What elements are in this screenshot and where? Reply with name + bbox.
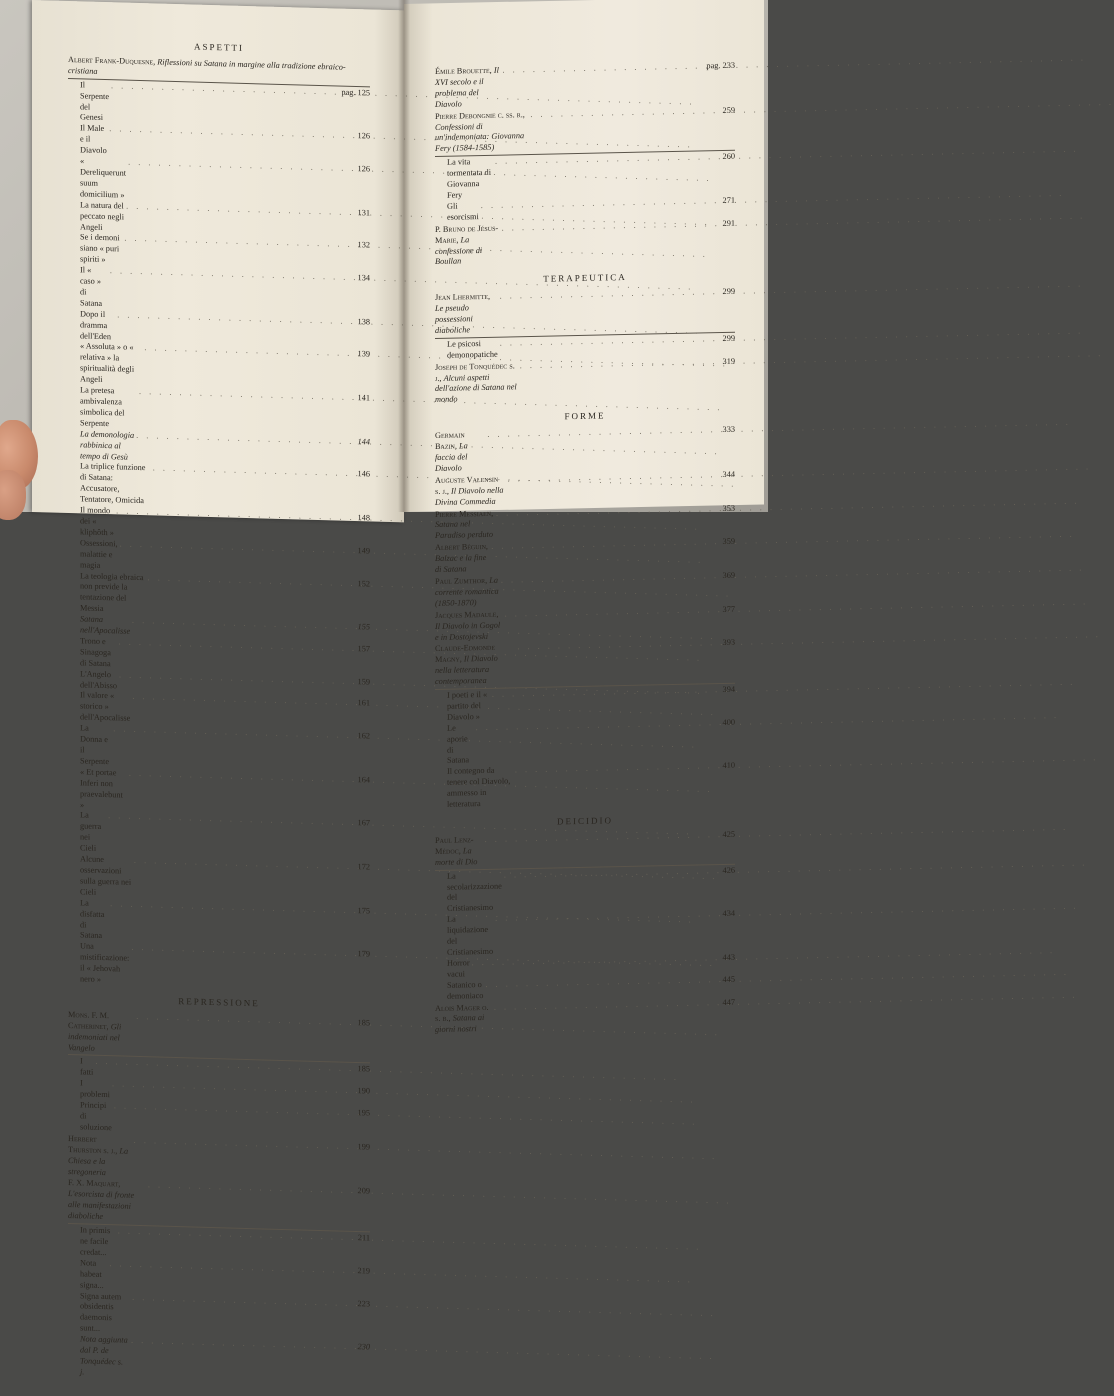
toc-entry-text	[435, 474, 506, 508]
page-number: 209	[357, 1186, 370, 1196]
subentry-text: Nota habeat signa...	[80, 1258, 104, 1290]
page-number: 134	[357, 273, 370, 283]
subentry-text: Signa autem obsidentis daemonis sunt...	[80, 1290, 122, 1334]
page-number: 195	[357, 1108, 370, 1118]
entry-author: Alois Mager o. s. b.,	[435, 1002, 489, 1024]
toc-entry-heading	[68, 1133, 370, 1189]
entry-author: Joseph de Tonquédec s. j.,	[435, 360, 515, 383]
subentry-text: La triplice funzione di Satana: Accusatore, Tentatore, Omicida	[80, 461, 146, 506]
entry-author: Paul Lenz-Médoc,	[435, 835, 474, 856]
toc-entry-heading	[435, 61, 735, 111]
page-number: 175	[357, 905, 370, 916]
toc-subentry	[435, 761, 735, 811]
toc-subentry	[435, 865, 735, 915]
toc-entry-text	[435, 508, 494, 542]
subentry-text: Nota aggiunta dal P. de Tonquédec s. j.	[80, 1334, 128, 1377]
subentry-text: Il Male e il Diavolo	[80, 123, 107, 156]
subentry-text: Satanico o demoniaco	[447, 979, 484, 1001]
entry-author: Herbert Thurston s. j.,	[68, 1133, 118, 1156]
page-number: 443	[722, 952, 735, 962]
page-number: 131	[357, 207, 370, 218]
page-number: 172	[357, 862, 370, 872]
page-number: pag. 233	[706, 60, 735, 71]
subentry-text: I problemi	[80, 1078, 110, 1100]
toc-entry-heading	[435, 571, 735, 610]
subentry-text: Le aporie di Satana	[447, 723, 470, 766]
toc-entry-text	[435, 110, 528, 156]
toc-entry-heading	[435, 830, 735, 869]
page-number: 164	[357, 774, 370, 785]
entry-title: La corrente romantica (1850-1870)	[435, 575, 499, 608]
page-number: 152	[357, 578, 370, 588]
page-number: 344	[722, 469, 735, 479]
toc-entry-text	[435, 361, 518, 406]
subentry-text: La teologia ebraica non previde la tentazione del Messia	[80, 570, 144, 614]
entry-title: Alcuni aspetti dell'azione di Satana nel mondo	[435, 372, 517, 405]
page-number: 393	[722, 638, 735, 648]
page-number: 291	[722, 218, 735, 228]
page-number: 132	[357, 240, 370, 250]
leader-dots	[134, 1012, 354, 1029]
leader-dots	[500, 61, 706, 76]
subentry-text: La disfatta di Satana	[80, 898, 105, 941]
left-page-contents	[68, 38, 370, 1386]
toc-entry-heading	[435, 638, 735, 688]
book-gutter	[398, 0, 410, 512]
subentry-text: Le psicosi demonopatiche	[447, 338, 498, 360]
toc-entry-text	[68, 1134, 132, 1179]
page-number: 148	[357, 513, 370, 523]
page-number: 139	[357, 349, 370, 359]
page-number: 259	[722, 105, 735, 115]
section-heading: REPRESSIONE	[178, 996, 260, 1009]
subentry-text: I poeti e il « partito del Diavolo »	[447, 689, 488, 722]
page-number: 162	[357, 731, 370, 741]
page-number: 149	[357, 545, 370, 556]
page-number: 126	[357, 131, 370, 141]
toc-entry-heading	[435, 503, 735, 542]
subentry-text: « Et portae Inferi non praevalebunt »	[80, 767, 123, 809]
toc-entry-text	[435, 292, 498, 337]
toc-entry-text	[68, 1178, 146, 1224]
page-number: 144	[357, 436, 370, 447]
entry-author: Albert Frank-Duquesne,	[68, 54, 156, 67]
toc-entry-text	[435, 542, 489, 576]
entry-title: La faccia del Diavolo	[435, 441, 468, 473]
subentry-text: Gli esorcismi	[447, 201, 479, 222]
page-number: 299	[722, 286, 735, 297]
toc-subentry	[435, 909, 735, 959]
subentry-text: L'Angelo dell'Abisso	[80, 668, 117, 690]
entry-author: Albert Béguin,	[435, 542, 488, 553]
subentry-text: La secolarizzazione del Cristianesimo	[447, 871, 502, 914]
subentry-text: La guerra nei Cieli	[80, 810, 102, 853]
entry-title: La confessione di Boullan	[435, 234, 483, 267]
toc-entry-heading	[435, 287, 735, 337]
entry-title: La morte di Dio	[435, 846, 478, 867]
subentry-text: In primis ne facile credat...	[80, 1225, 111, 1257]
entry-author: Jacques Madaule,	[435, 609, 499, 620]
subentry-text: La natura del peccato negli Angeli	[80, 200, 124, 232]
right-page-contents	[435, 60, 735, 1037]
page-number: 359	[722, 536, 735, 547]
page-number: 394	[722, 684, 735, 695]
entry-author: Pierre Messiaen,	[435, 508, 494, 519]
page-number: 260	[722, 151, 735, 162]
page-number: 155	[357, 622, 370, 632]
toc-entry-heading	[435, 997, 735, 1036]
toc-subentry	[68, 1334, 370, 1386]
toc-entry-text	[435, 223, 500, 268]
page-number: 161	[357, 698, 370, 708]
toc-entry-heading	[435, 604, 735, 643]
subentry-text: Il valore « storico » dell'Apocalisse	[80, 690, 131, 724]
section-heading: ASPETTI	[194, 41, 244, 53]
toc-entry-text	[435, 1002, 492, 1036]
page-number: 190	[357, 1086, 370, 1096]
entry-author: Jean Lhermitte,	[435, 292, 491, 303]
page-number: 138	[357, 316, 370, 327]
page-number: 445	[722, 974, 735, 984]
hand-finger	[0, 470, 26, 520]
toc-entry-text	[435, 835, 483, 869]
toc-entry-heading	[435, 470, 735, 509]
page-number: 425	[722, 829, 735, 839]
page-number: 223	[357, 1298, 370, 1308]
page-number: pag. 125	[341, 87, 370, 98]
entry-title: Il XVI secolo e il problema del Diavolo	[435, 65, 499, 109]
toc-subentry	[435, 717, 735, 767]
toc-entry-text	[435, 576, 499, 610]
entry-author: Mons. F. M. Catherinet,	[68, 1009, 110, 1031]
section-heading: FORME	[564, 410, 606, 422]
subentry-text: Satana nell'Apocalisse	[80, 614, 131, 636]
page-number: 211	[357, 1233, 370, 1243]
toc-entry-text	[435, 609, 503, 643]
page-number: 410	[722, 761, 735, 771]
subentry-text: Principi di soluzione	[80, 1100, 112, 1133]
entry-title: Satana ai giorni nostri	[435, 1013, 485, 1035]
subentry-text: Il Serpente del Genesi	[80, 80, 110, 123]
entry-title: L'esorcista di fronte alle manifestazioni diaboliche	[68, 1189, 135, 1222]
toc-entry-text	[435, 66, 500, 111]
subentry-text: « Assoluta » o « relativa » la spiritualità degli Angeli	[80, 341, 135, 385]
page-number: 447	[722, 997, 735, 1007]
page-number: 369	[722, 570, 735, 580]
entry-title: Il Diavolo nella letteratura contemporanea	[435, 653, 498, 687]
subentry-text: Il mondo dei « kliphôth »	[80, 505, 114, 538]
entry-title: Balzac e la fine di Satana	[435, 553, 487, 575]
entry-author: Auguste Valensin s. j.,	[435, 474, 499, 496]
page-number: 377	[722, 604, 735, 614]
entry-title: La Chiesa e la stregoneria	[68, 1146, 129, 1177]
toc-entry-heading	[435, 356, 735, 406]
subentry-text: La Donna e il Serpente	[80, 723, 110, 767]
entry-author: Claude-Edmonde Magny,	[435, 643, 496, 665]
page-number: 219	[357, 1265, 370, 1276]
leader-dots	[483, 830, 719, 846]
subentry-text: Il contegno da tenere col Diavolo, ammesso in letteratura	[447, 766, 511, 809]
section-heading: TERAPEUTICA	[543, 272, 627, 285]
entry-author: Germain Bazin,	[435, 430, 465, 452]
entry-author: Émile Brouette,	[435, 65, 492, 76]
toc-entry-heading	[435, 105, 735, 155]
subentry-text: La vita tormentata di Giovanna Fery	[447, 157, 492, 200]
page-number: 400	[722, 717, 735, 727]
subentry-text: Trono e Sinagoga di Satana	[80, 636, 111, 668]
entry-author: F. X. Maquart,	[68, 1178, 121, 1189]
entry-title: Riflessioni su Satana in margine alla tradizione ebraico-cristiana	[68, 57, 346, 76]
page-number: 185	[357, 1017, 370, 1028]
page-number: 146	[357, 469, 370, 479]
page-number: 353	[722, 503, 735, 513]
leader-dots	[485, 425, 719, 441]
page-number: 167	[357, 818, 370, 828]
page-number: 185	[357, 1064, 370, 1074]
subentry-text: Il « caso » di Satana	[80, 265, 103, 308]
subentry-text: Alcune osservazioni sulla guerra nei Cieli	[80, 854, 132, 897]
section-heading: DEICIDIO	[557, 815, 613, 827]
subentry-text: Ossessioni, malattie e magia	[80, 538, 118, 570]
entry-title: Satana nel Paradiso perduto	[435, 519, 494, 541]
entry-title: Le pseudo possessioni diaboliche	[435, 303, 473, 335]
page-number: 319	[722, 356, 735, 366]
page-number: 299	[722, 333, 735, 343]
subentry-text: Se i demoni siano « puri spiriti »	[80, 232, 120, 265]
subentry-text: I fatti	[80, 1056, 94, 1078]
toc-entry-heading	[68, 1178, 370, 1230]
page-number: 159	[357, 676, 370, 687]
entry-title: Confessioni di un'indemoniata: Giovanna Fery (1584-1585)	[435, 121, 525, 154]
subentry-text: « Dereliquerunt suum domicilium »	[80, 156, 127, 200]
subentry-text: La demonologia rabbinica al tempo di Gesù	[80, 429, 135, 462]
toc-subentry	[68, 941, 370, 993]
subentry-text: La liquidazione del Cristianesimo	[447, 914, 494, 957]
page-number: 141	[357, 393, 370, 403]
entry-title: Gli indemoniati nel Vangelo	[68, 1021, 122, 1053]
page-number: 333	[722, 424, 735, 435]
entry-title: Il Diavolo in Gogol e in Dostojevski	[435, 620, 501, 642]
page-number: 179	[357, 949, 370, 959]
leader-dots	[498, 287, 719, 303]
entry-author: P. Bruno de Jésus-Marie,	[435, 223, 499, 245]
toc-entry-heading	[68, 1010, 370, 1062]
subentry-text: La pretesa ambivalenza simbolica del Serpente	[80, 385, 125, 428]
subentry-text: Dopo il dramma dell'Eden	[80, 309, 111, 341]
page-number: 271	[722, 195, 735, 205]
page-number: 434	[722, 908, 735, 919]
toc-entry-text	[68, 1010, 134, 1055]
toc-entry-heading	[435, 218, 735, 268]
entry-author: Pierre Debongnie c. ss. r.,	[435, 109, 525, 121]
page-number: 199	[357, 1141, 370, 1152]
subentry-text: Una mistificazione: il « Jehovah nero »	[80, 941, 130, 984]
entry-title: Il Diavolo nella Divina Commedia	[435, 485, 504, 507]
page-number: 126	[357, 164, 370, 174]
page-number: 426	[722, 865, 735, 875]
toc-subentry	[435, 152, 735, 202]
page-number: 157	[357, 644, 370, 654]
toc-entry-text	[435, 430, 485, 475]
subentry-text: Horror vacui	[447, 958, 470, 979]
toc-entry-heading	[435, 425, 735, 475]
page-number: 230	[357, 1342, 370, 1352]
entry-author: Paul Zumthor,	[435, 575, 488, 586]
toc-entry-heading	[435, 537, 735, 576]
toc-entry-text	[435, 643, 515, 688]
